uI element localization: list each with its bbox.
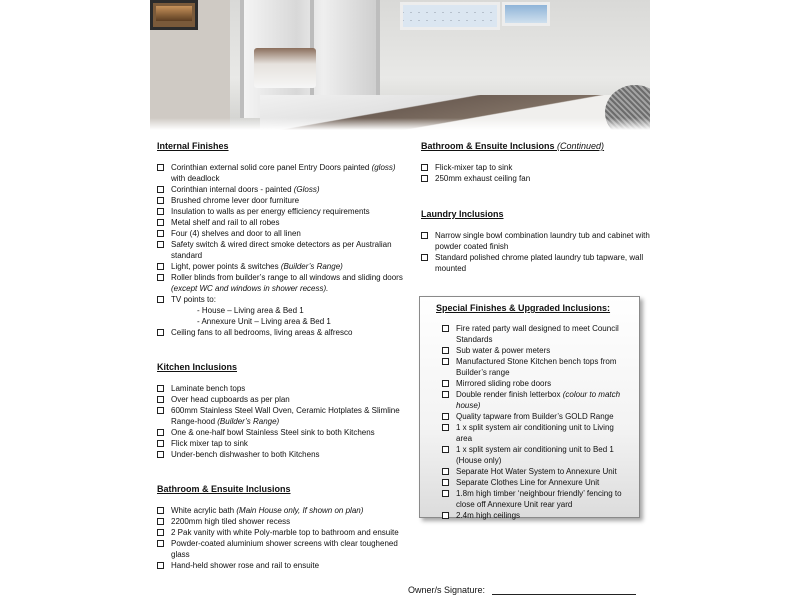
list-item bbox=[442, 422, 629, 444]
item-text: Roller blinds from builder’s range to all windows and sliding doors bbox=[171, 273, 403, 282]
checkbox-icon bbox=[157, 186, 164, 193]
item-text: (except WC and windows in shower recess). bbox=[171, 284, 329, 293]
internal-finishes-list bbox=[157, 162, 407, 338]
sub-list bbox=[171, 305, 407, 327]
bathroom-continued-title: Bathroom & Ensuite Inclusions bbox=[421, 141, 555, 151]
item-text: Under-bench dishwasher to both Kitchens bbox=[171, 450, 320, 459]
checkbox-icon bbox=[157, 164, 164, 171]
list-item bbox=[157, 294, 407, 327]
item-text: 600mm Stainless Steel Wall Oven, Ceramic Hotplates & Slimline Range-hood bbox=[171, 406, 400, 426]
special-finishes-box bbox=[419, 296, 640, 518]
list-item bbox=[442, 466, 629, 477]
checkbox-icon bbox=[421, 175, 428, 182]
item-text: (Builder’s Range) bbox=[217, 417, 280, 426]
checkbox-icon bbox=[157, 429, 164, 436]
checkbox-icon bbox=[157, 329, 164, 336]
list-item bbox=[421, 173, 651, 184]
item-text: Four (4) shelves and door to all linen bbox=[171, 229, 301, 238]
list-item bbox=[157, 527, 407, 538]
list-item bbox=[421, 230, 651, 252]
item-text: with deadlock bbox=[171, 174, 220, 183]
item-text: Flick mixer tap to sink bbox=[171, 439, 248, 448]
list-item bbox=[421, 252, 651, 274]
checkbox-icon bbox=[157, 396, 164, 403]
checkbox-icon bbox=[157, 241, 164, 248]
item-text: Light, power points & switches bbox=[171, 262, 281, 271]
checkbox-icon bbox=[421, 254, 428, 261]
item-text: 1.8m high timber ‘neighbour friendly’ fencing to close off Annexure Unit rear yard bbox=[456, 489, 622, 509]
photo-fade bbox=[150, 118, 650, 130]
list-item bbox=[157, 427, 407, 438]
checkbox-icon bbox=[442, 380, 449, 387]
item-text: 1 x split system air conditioning unit to Living area bbox=[456, 423, 614, 443]
item-text: 2200mm high tiled shower recess bbox=[171, 517, 291, 526]
checkbox-icon bbox=[442, 468, 449, 475]
list-item bbox=[442, 389, 629, 411]
sub-list-item: - Annexure Unit – Living area & Bed 1 bbox=[197, 317, 331, 326]
checkbox-icon bbox=[157, 230, 164, 237]
signature-line[interactable] bbox=[492, 585, 636, 595]
item-text: (Gloss) bbox=[293, 185, 320, 194]
list-item bbox=[442, 411, 629, 422]
bathroom-list bbox=[157, 505, 407, 571]
continued-label: (Continued) bbox=[557, 141, 605, 151]
checkbox-icon bbox=[442, 490, 449, 497]
list-item bbox=[157, 438, 407, 449]
list-item bbox=[157, 261, 407, 272]
list-item bbox=[157, 394, 407, 405]
item-text: Hand-held shower rose and rail to ensuite bbox=[171, 561, 320, 570]
item-text: TV points to: bbox=[171, 295, 216, 304]
list-item bbox=[157, 516, 407, 527]
item-text: Laminate bench tops bbox=[171, 384, 246, 393]
item-text: Separate Clothes Line for Annexure Unit bbox=[456, 478, 600, 487]
list-item bbox=[442, 356, 629, 378]
item-text: Ceiling fans to all bedrooms, living areas & alfresco bbox=[171, 328, 353, 337]
item-text: Metal shelf and rail to all robes bbox=[171, 218, 280, 227]
owner-signature bbox=[408, 585, 648, 595]
checkbox-icon bbox=[157, 208, 164, 215]
bathroom-continued-section bbox=[421, 140, 651, 184]
photo-wall-art bbox=[150, 0, 198, 30]
list-item bbox=[442, 510, 629, 521]
checkbox-icon bbox=[442, 347, 449, 354]
bathroom-continued-list bbox=[421, 162, 651, 184]
checkbox-icon bbox=[157, 518, 164, 525]
item-text: Corinthian internal doors - painted bbox=[171, 185, 294, 194]
kitchen-list bbox=[157, 383, 407, 460]
item-text: Corinthian external solid core panel Entry Doors painted bbox=[171, 163, 372, 172]
laundry-heading: Laundry Inclusions bbox=[421, 209, 504, 219]
checkbox-icon bbox=[157, 440, 164, 447]
checkbox-icon bbox=[157, 274, 164, 281]
checkbox-icon bbox=[157, 197, 164, 204]
checkbox-icon bbox=[157, 540, 164, 547]
left-column bbox=[157, 140, 407, 589]
list-item bbox=[157, 449, 407, 460]
list-item bbox=[157, 272, 407, 294]
bathroom-section bbox=[157, 483, 407, 571]
list-item bbox=[157, 538, 407, 560]
item-text: Double render finish letterbox bbox=[456, 390, 563, 399]
item-text: (gloss) bbox=[371, 163, 396, 172]
checkbox-icon bbox=[157, 407, 164, 414]
checkbox-icon bbox=[157, 263, 164, 270]
kitchen-heading: Kitchen Inclusions bbox=[157, 362, 238, 372]
list-item bbox=[442, 477, 629, 488]
photo-window bbox=[400, 2, 500, 30]
checkbox-icon bbox=[157, 562, 164, 569]
item-text: One & one-half bowl Stainless Steel sink to both Kitchens bbox=[171, 428, 375, 437]
list-item bbox=[157, 560, 407, 571]
internal-finishes-heading: Internal Finishes bbox=[157, 141, 229, 151]
checkbox-icon bbox=[157, 529, 164, 536]
list-item bbox=[157, 184, 407, 195]
item-text: Manufactured Stone Kitchen bench tops from Builder’s range bbox=[456, 357, 617, 377]
special-finishes-list bbox=[436, 323, 629, 521]
right-column bbox=[421, 140, 651, 292]
sub-list-item: - House – Living area & Bed 1 bbox=[197, 306, 304, 315]
item-text: (colour to match house) bbox=[456, 390, 621, 410]
checkbox-icon bbox=[157, 385, 164, 392]
list-item bbox=[157, 217, 407, 228]
item-text: Standard polished chrome plated laundry tub tapware, wall mounted bbox=[435, 253, 644, 273]
item-text: Mirrored sliding robe doors bbox=[456, 379, 552, 388]
item-text: Separate Hot Water System to Annexure Unit bbox=[456, 467, 617, 476]
item-text: Over head cupboards as per plan bbox=[171, 395, 290, 404]
item-text: 2.4m high ceilings bbox=[456, 511, 521, 520]
item-text: Narrow single bowl combination laundry tub and cabinet with powder coated finish bbox=[435, 231, 650, 251]
item-text: Safety switch & wired direct smoke detectors as per Australian standard bbox=[171, 240, 392, 260]
list-item bbox=[442, 444, 629, 466]
item-text: (Main House only, If shown on plan) bbox=[236, 506, 364, 515]
checkbox-icon bbox=[442, 479, 449, 486]
item-text: Insulation to walls as per energy efficiency requirements bbox=[171, 207, 370, 216]
checkbox-icon bbox=[442, 446, 449, 453]
item-text: 1 x split system air conditioning unit to Bed 1 (House only) bbox=[456, 445, 614, 465]
item-text: Sub water & power meters bbox=[456, 346, 551, 355]
laundry-list bbox=[421, 230, 651, 274]
item-text: Flick-mixer tap to sink bbox=[435, 163, 513, 172]
checkbox-icon bbox=[157, 219, 164, 226]
photo-window-sky bbox=[502, 2, 550, 26]
checkbox-icon bbox=[442, 424, 449, 431]
list-item bbox=[157, 206, 407, 217]
checkbox-icon bbox=[421, 232, 428, 239]
item-text: Fire rated party wall designed to meet Council Standards bbox=[456, 324, 619, 344]
list-item bbox=[157, 195, 407, 206]
checkbox-icon bbox=[442, 358, 449, 365]
checkbox-icon bbox=[442, 325, 449, 332]
kitchen-section bbox=[157, 361, 407, 460]
bathroom-continued-heading bbox=[421, 140, 651, 152]
list-item bbox=[442, 323, 629, 345]
list-item bbox=[157, 505, 407, 516]
special-finishes-heading: Special Finishes & Upgraded Inclusions: bbox=[436, 303, 611, 313]
checkbox-icon bbox=[421, 164, 428, 171]
list-item bbox=[157, 228, 407, 239]
checkbox-icon bbox=[442, 512, 449, 519]
list-item bbox=[157, 405, 407, 427]
laundry-section bbox=[421, 208, 651, 274]
item-text: White acrylic bath bbox=[171, 506, 237, 515]
checkbox-icon bbox=[442, 391, 449, 398]
item-text: (Builder’s Range) bbox=[280, 262, 343, 271]
list-item bbox=[157, 239, 407, 261]
list-item bbox=[421, 162, 651, 173]
bathroom-heading: Bathroom & Ensuite Inclusions bbox=[157, 484, 291, 494]
list-item bbox=[157, 327, 407, 338]
signature-label: Owner/s Signature: bbox=[408, 585, 486, 595]
checkbox-icon bbox=[157, 296, 164, 303]
list-item bbox=[442, 378, 629, 389]
item-text: Brushed chrome lever door furniture bbox=[171, 196, 300, 205]
list-item bbox=[157, 383, 407, 394]
checkbox-icon bbox=[442, 413, 449, 420]
list-item bbox=[442, 488, 629, 510]
photo-bed-reflection bbox=[254, 48, 316, 88]
checkbox-icon bbox=[157, 507, 164, 514]
list-item bbox=[157, 162, 407, 184]
item-text: Powder-coated aluminium shower screens with clear toughened glass bbox=[171, 539, 398, 559]
checkbox-icon bbox=[157, 451, 164, 458]
bedroom-photo bbox=[150, 0, 650, 130]
item-text: 2 Pak vanity with white Poly-marble top to bathroom and ensuite bbox=[171, 528, 399, 537]
list-item bbox=[442, 345, 629, 356]
internal-finishes-section bbox=[157, 140, 407, 338]
item-text: 250mm exhaust ceiling fan bbox=[435, 174, 531, 183]
item-text: Quality tapware from Builder’s GOLD Range bbox=[456, 412, 614, 421]
